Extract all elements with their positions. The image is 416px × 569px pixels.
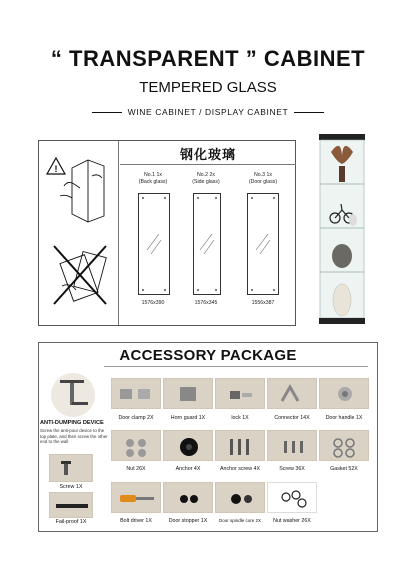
fail-proof-strap-icon	[50, 493, 93, 518]
bolt-driver-caption: Bolt driver 1X	[110, 516, 162, 526]
door-spindle-core-photo	[215, 482, 265, 513]
white-vase-icon	[333, 284, 351, 316]
cabinet-photo	[317, 132, 367, 328]
fail-proof-photo	[49, 492, 93, 518]
door-handle-icon	[320, 379, 369, 409]
screw-photo	[49, 454, 93, 482]
gasket-caption: Gasket 52X	[318, 464, 370, 474]
prohibited-x-icon	[54, 246, 106, 304]
glass-panel-1	[138, 193, 170, 295]
anti-dumping-device-photo	[50, 372, 96, 418]
nut-washer-caption: Nut washer 26X	[266, 516, 318, 526]
glass-panel-2-count: No.2 2x	[197, 172, 215, 178]
glass-panel-3-label	[238, 172, 288, 185]
gasket-photo	[319, 430, 369, 461]
glass-panel-3-dims: 1556x387	[251, 300, 275, 306]
door-clamp-photo	[111, 378, 161, 409]
accessory-title: ACCESSORY PACKAGE	[119, 347, 297, 364]
glass-panel-2-label	[181, 172, 231, 185]
glass-panel-2-type: (Side glass)	[192, 178, 220, 185]
glass-reflection-icon	[139, 194, 169, 294]
horn-guard-photo	[163, 378, 213, 409]
door-stopper-photo	[163, 482, 213, 513]
glass-section-title: 钢化玻璃	[179, 147, 236, 162]
anchor-photo	[163, 430, 213, 461]
glass-panel-2-dims: 1576x345	[194, 300, 218, 306]
door-clamp-caption: Door clamp 2X	[110, 413, 162, 423]
glass-panel-1-count: No.1 1x	[144, 172, 162, 178]
screw-caption: Screw 1X	[59, 484, 83, 490]
connector-caption: Connector 14X	[266, 413, 318, 423]
door-handle-photo	[319, 378, 369, 409]
lock-icon	[216, 379, 265, 409]
vase-small-icon	[349, 214, 357, 226]
door-stopper-caption: Door stopper 1X	[162, 516, 214, 526]
glass-panel-3-type: (Door glass)	[248, 178, 278, 185]
glass-panel-1-dims: 1576x390	[141, 300, 165, 306]
bowl-vase-icon	[332, 244, 352, 268]
screw-icon	[50, 455, 93, 482]
connector-icon	[268, 379, 317, 409]
nut-icon	[112, 431, 161, 461]
door-handle-caption: Door handle 1X	[318, 413, 370, 423]
door-spindle-core-icon	[216, 483, 265, 513]
nut-photo	[111, 430, 161, 461]
glass-title-rule	[120, 164, 296, 165]
glass-panel-3-count: No.3 1x	[254, 172, 272, 178]
nut-caption: Nut 26X	[110, 464, 162, 474]
glass-panel-1-label	[128, 172, 178, 185]
tagline-row	[92, 105, 324, 119]
anti-dumping-title: ANTI-DUMPING DEVICE	[40, 420, 104, 426]
anchor-screw-caption: Anchor screw 4X	[214, 464, 266, 474]
door-stopper-icon	[164, 483, 213, 513]
svg-text:!: !	[54, 164, 58, 174]
gasket-icon	[320, 431, 369, 461]
screw-set-photo	[267, 430, 317, 461]
door-spindle-core-caption: Door spindle core 2X	[214, 516, 266, 526]
horn-guard-caption: Horn guard 1X	[162, 413, 214, 423]
anchor-caption: Anchor 4X	[162, 464, 214, 474]
page-subtitle: TEMPERED GLASS	[139, 79, 277, 96]
glass-reflection-icon	[248, 194, 278, 294]
connector-photo	[267, 378, 317, 409]
accessory-title-rule	[104, 366, 368, 367]
horn-guard-icon	[164, 379, 213, 409]
lock-photo	[215, 378, 265, 409]
glass-panel-2	[193, 193, 221, 295]
warning-triangle-icon	[47, 158, 65, 174]
tagline: WINE CABINET / DISPLAY CABINET	[127, 107, 289, 117]
glass-panel-3	[247, 193, 279, 295]
door-clamp-icon	[112, 379, 161, 409]
glass-panel-1-type: (Back glass)	[138, 178, 168, 185]
page-title: “ TRANSPARENT ” CABINET	[50, 46, 366, 71]
nut-washer-icon	[268, 483, 317, 513]
anchor-screw-icon	[216, 431, 265, 461]
bolt-driver-icon	[112, 483, 161, 513]
fail-proof-caption: Fail-proof 1X	[55, 519, 87, 525]
correct-panel-handling-icon	[60, 160, 104, 222]
anchor-screw-photo	[215, 430, 265, 461]
lock-caption: lock 1X	[214, 413, 266, 423]
bolt-driver-photo	[111, 482, 161, 513]
tagline-rule-right	[294, 112, 324, 113]
nut-washer-photo	[267, 482, 317, 513]
tagline-rule-left	[92, 112, 122, 113]
anchor-icon	[164, 431, 213, 461]
glass-reflection-icon	[194, 194, 220, 294]
anti-dumping-description: Screw the anti-pour device to the top plate, and then screw the other end to the wall	[40, 428, 108, 444]
warning-diagram	[42, 146, 116, 322]
screw-set-icon	[268, 431, 317, 461]
section-divider	[118, 141, 119, 325]
screw-set-caption: Screw 36X	[266, 464, 318, 474]
